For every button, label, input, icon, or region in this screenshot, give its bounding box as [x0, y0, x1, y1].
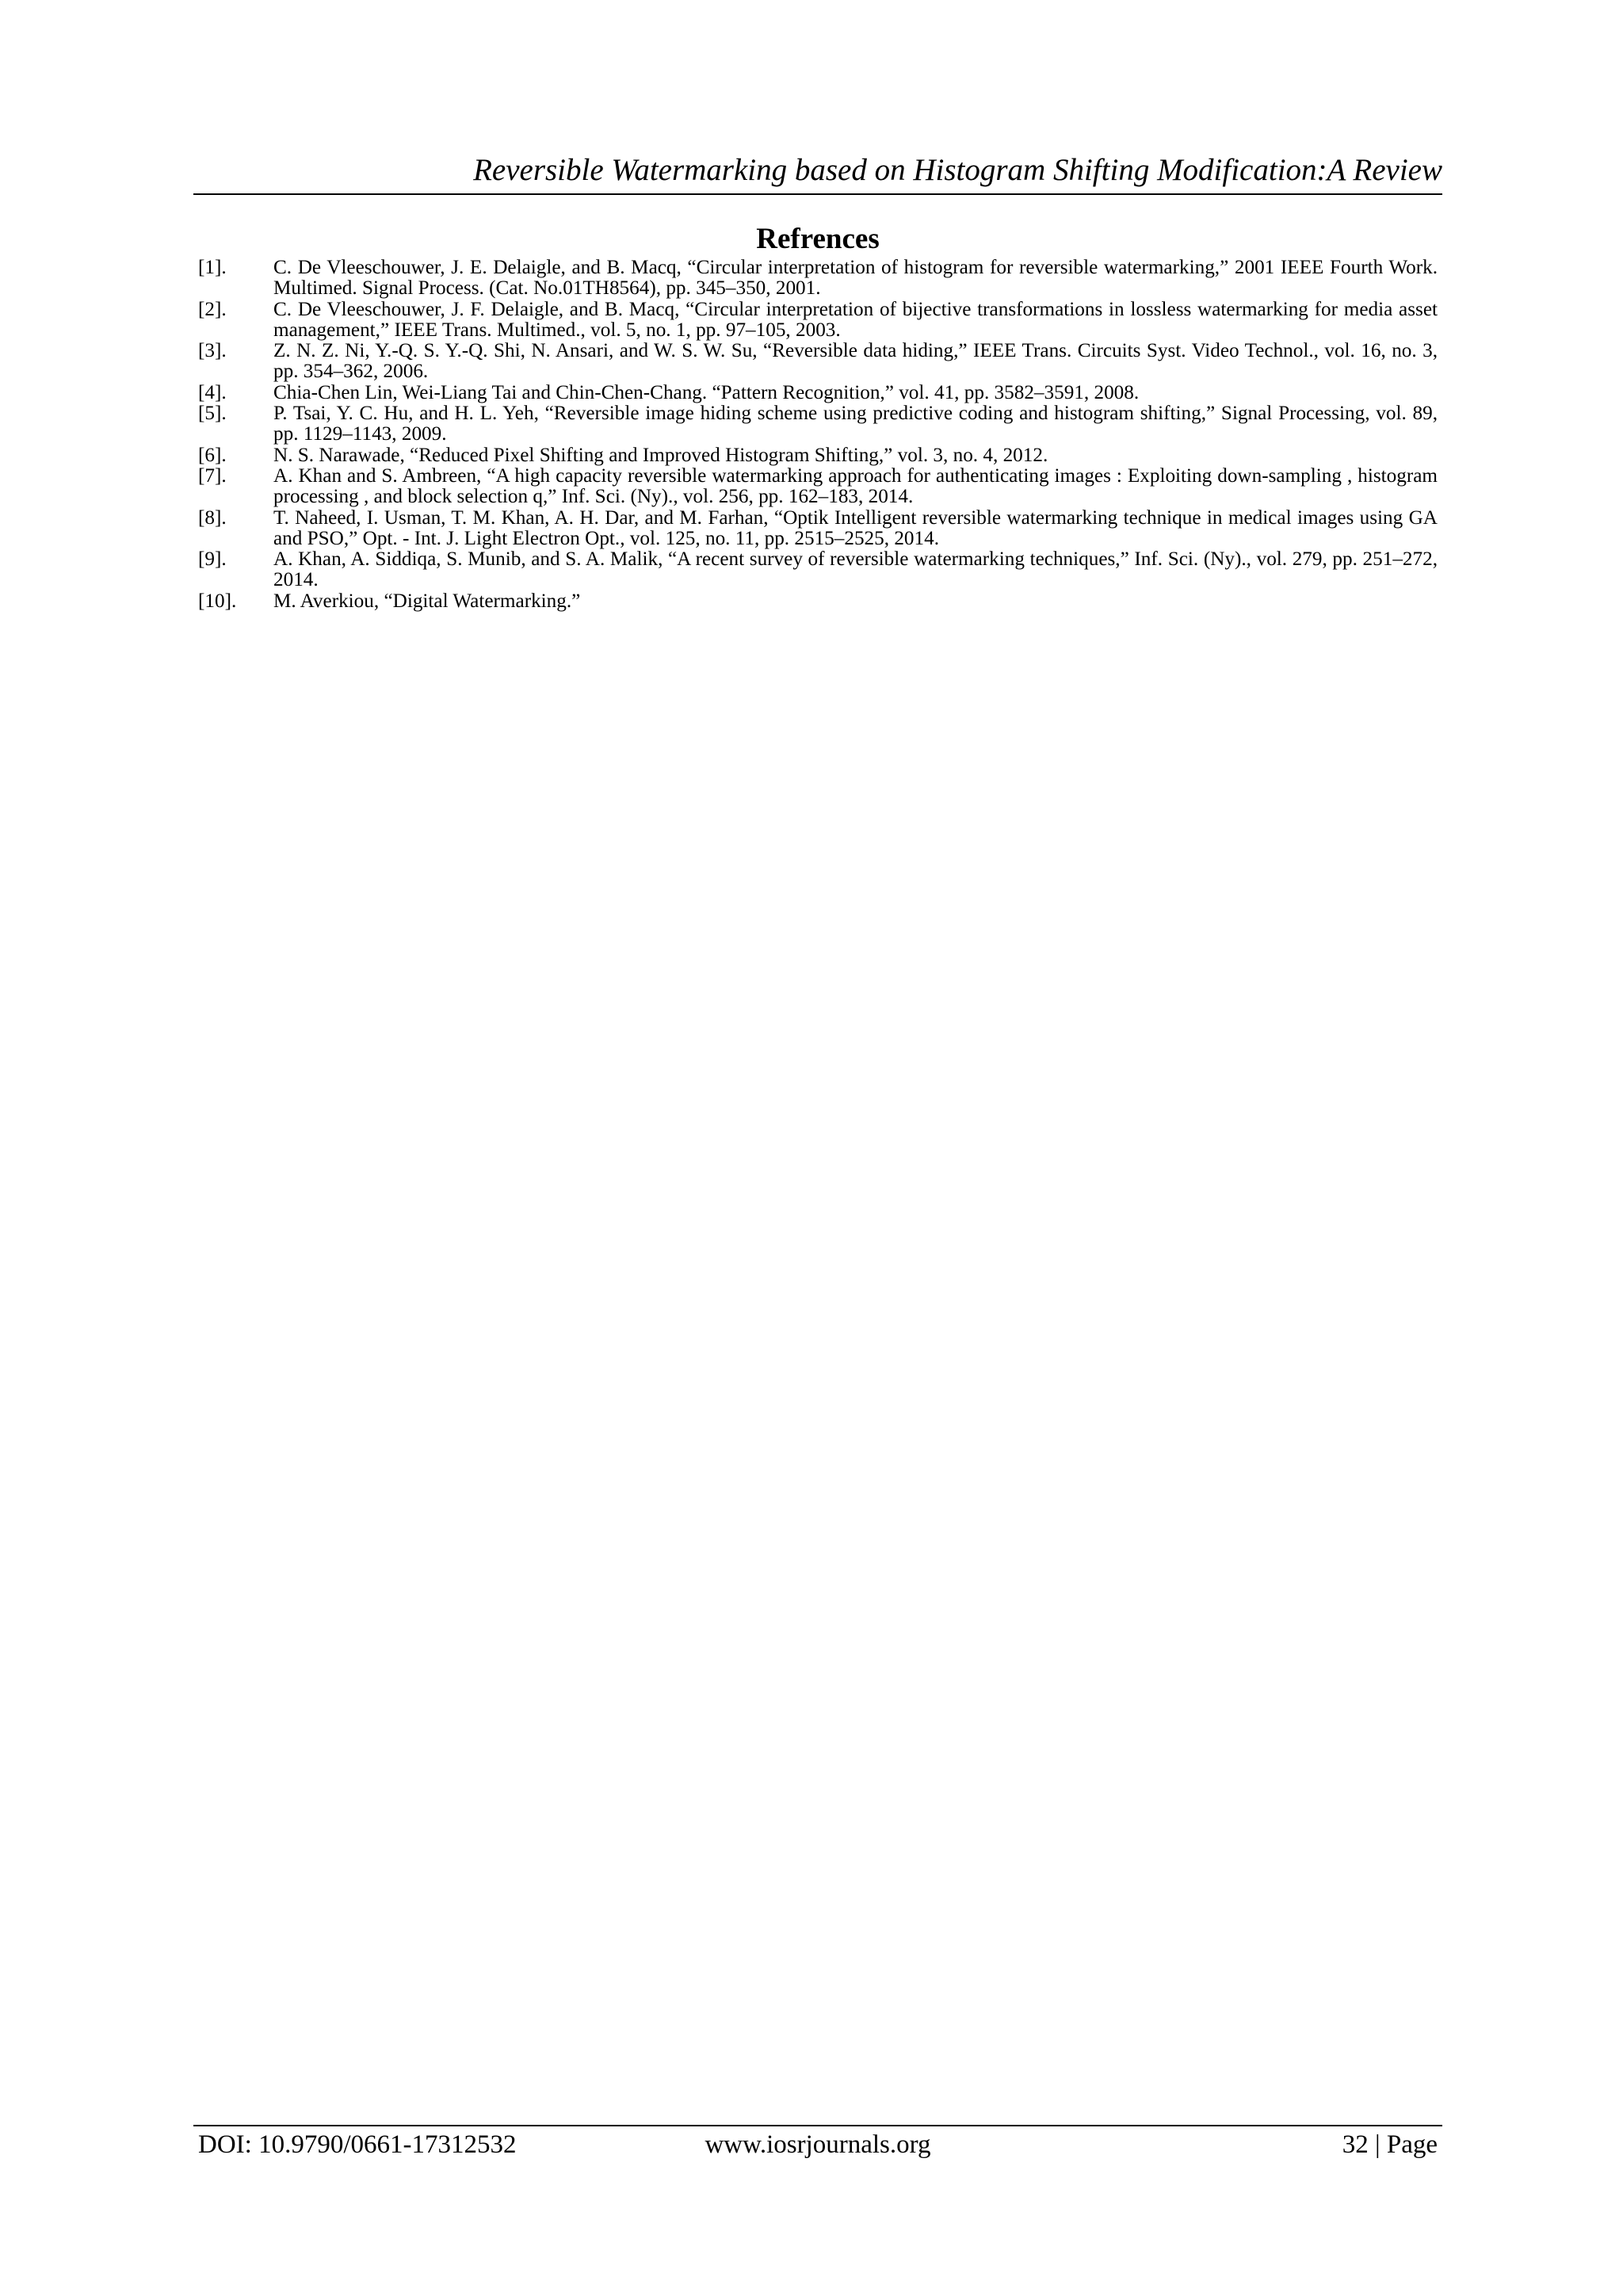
- running-header-title: Reversible Watermarking based on Histogram Shifting Modification:A Review: [473, 153, 1442, 187]
- reference-item-1: [198, 258, 1438, 300]
- reference-text: Chia-Chen Lin, Wei-Liang Tai and Chin-Chen-Chang. “Pattern Recognition,” vol. 41, pp. 3582–3591, 2008.: [273, 381, 1140, 403]
- reference-text: C. De Vleeschouwer, J. F. Delaigle, and B. Macq, “Circular interpretation of bijective transformations in lossless watermarking for media asset management,” IEEE Trans. Multimed., vol. 5, no. 1, pp. 97–105, 2003.: [273, 298, 1438, 341]
- page-footer: [198, 2129, 1438, 2160]
- reference-item-5: [198, 403, 1438, 445]
- reference-item-7: [198, 466, 1438, 508]
- reference-text: C. De Vleeschouwer, J. E. Delaigle, and B. Macq, “Circular interpretation of histogram for reversible watermarking,” 2001 IEEE Fourth Work. Multimed. Signal Process. (Cat. No.01TH8564), pp. 345–350, 2001.: [273, 257, 1438, 300]
- reference-text: M. Averkiou, “Digital Watermarking.”: [273, 590, 581, 612]
- reference-number: [4].: [198, 381, 227, 403]
- footer-page-number: 32 | Page: [1342, 2130, 1438, 2159]
- references-heading: Refrences: [756, 223, 880, 255]
- reference-item-4: [198, 383, 1438, 403]
- reference-text: N. S. Narawade, “Reduced Pixel Shifting and Improved Histogram Shifting,” vol. 3, no. 4, 2012.: [273, 444, 1048, 466]
- reference-number: [10].: [198, 590, 237, 612]
- reference-number: [9].: [198, 548, 227, 571]
- reference-text: T. Naheed, I. Usman, T. M. Khan, A. H. Dar, and M. Farhan, “Optik Intelligent reversible watermarking technique in medical images using GA and PSO,” Opt. - Int. J. Light Electron Opt., vol. 125, no. 11, pp. 2515–2525, 2014.: [273, 506, 1438, 549]
- reference-text: A. Khan and S. Ambreen, “A high capacity reversible watermarking approach for authenticating images : Exploiting down-sampling , histogram processing , and block selection q,” Inf. Sci. (Ny)., vol. 256, pp. 162–183, 2014.: [273, 464, 1438, 508]
- reference-number: [1].: [198, 257, 227, 278]
- footer-divider: [193, 2125, 1442, 2126]
- reference-number: [3].: [198, 340, 227, 362]
- reference-number: [8].: [198, 506, 227, 529]
- reference-text: A. Khan, A. Siddiqa, S. Munib, and S. A. Malik, “A recent survey of reversible watermarking techniques,” Inf. Sci. (Ny)., vol. 279, pp. 251–272, 2014.: [273, 548, 1438, 591]
- reference-list: [198, 258, 1438, 612]
- reference-number: [5].: [198, 403, 227, 425]
- footer-doi: DOI: 10.9790/0661-17312532: [198, 2130, 517, 2159]
- header-divider: [193, 193, 1442, 195]
- reference-number: [6].: [198, 444, 227, 466]
- reference-item-8: [198, 508, 1438, 550]
- reference-item-2: [198, 300, 1438, 342]
- reference-text: P. Tsai, Y. C. Hu, and H. L. Yeh, “Reversible image hiding scheme using predictive coding and histogram shifting,” Signal Processing, vol. 89, pp. 1129–1143, 2009.: [273, 403, 1438, 445]
- reference-number: [7].: [198, 464, 227, 487]
- reference-item-6: [198, 445, 1438, 466]
- reference-text: Z. N. Z. Ni, Y.-Q. S. Y.-Q. Shi, N. Ansari, and W. S. W. Su, “Reversible data hiding,” IEEE Trans. Circuits Syst. Video Technol., vol. 16, no. 3, pp. 354–362, 2006.: [273, 340, 1438, 383]
- footer-website: www.iosrjournals.org: [705, 2130, 931, 2159]
- reference-item-9: [198, 549, 1438, 591]
- reference-number: [2].: [198, 298, 227, 320]
- reference-item-3: [198, 341, 1438, 383]
- reference-item-10: [198, 591, 1438, 612]
